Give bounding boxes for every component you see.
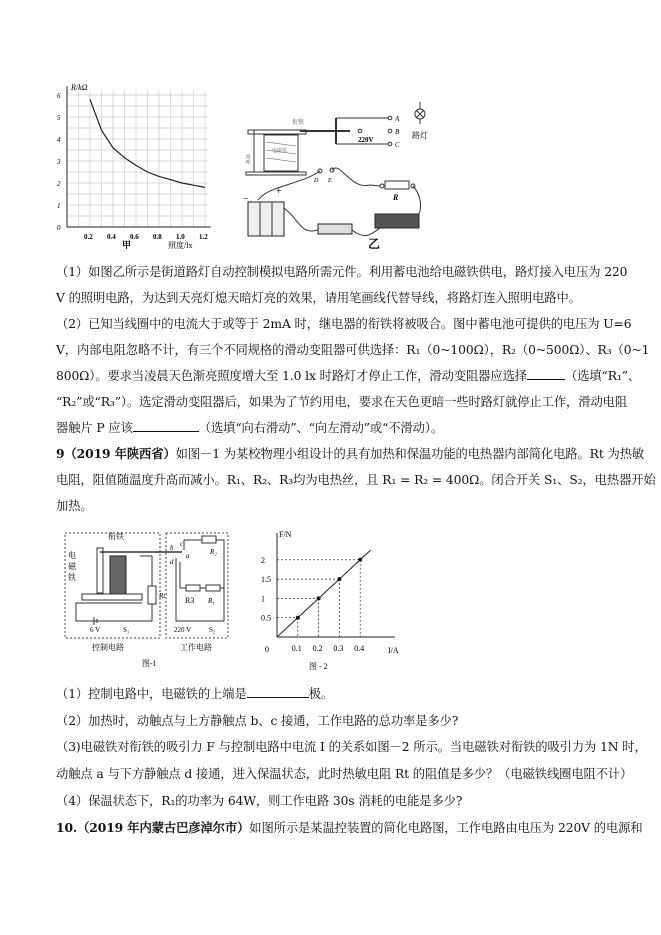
spring-label: 弹簧 [244,154,249,165]
terminal-a: A [395,115,400,123]
text: （选填“R₁”、 [564,369,641,383]
y-tick-label: 0 [57,224,61,232]
text: （1）控制电路中，电磁铁的上端是 [56,687,247,701]
y-tick-label: 2 [261,555,265,565]
y-tick-label: 1.5 [261,575,271,585]
figure-caption: 图 - 2 [309,662,328,671]
voltage-label: 220V [358,136,374,144]
x-tick-label: 0.2 [84,233,93,241]
voltage-6v-label: 6 V [90,626,101,634]
data-point [296,616,300,620]
terminal-c: C [395,141,400,149]
contact-b: b [170,544,174,552]
switch-icon [318,224,352,234]
origin-label: 0 [265,645,269,654]
x-tick-label: 0.8 [153,233,162,241]
armature-label: 衔铁 [108,532,124,541]
x-tick-label: 0.6 [130,233,139,241]
y-tick-label: 0.5 [261,613,271,623]
x-axis-label: 照度/lx [168,241,193,250]
rheostat-icon [375,214,419,228]
q8-line: “R₂”或“R₃”）。选定滑动变阻器后，如果为了节约用电，要求在天色更暗一些时路灯就停止工作，滑动电阻 [56,395,628,409]
lamp-label: 路灯 [412,131,428,140]
text: （选填“向右滑动”、“向左滑动”或“不滑动）。 [198,421,444,435]
text: 800Ω）。要求当凌晨天色渐亮照度增大至 1.0 lx 时路灯才停止工作，滑动变阻器应选择 [56,369,527,383]
electromagnet-label: 电磁铁 [272,149,288,154]
y-tick-label: 1 [261,594,265,604]
q8-line [56,366,640,384]
text: 如图所示是某温控装置的简化电路图，工作电路由电压为 220V 的电源和 [249,821,643,835]
y-tick-label: 3 [57,158,61,166]
q8-line: V 的照明电路，为达到天亮灯熄天暗灯亮的效果，请用笔画线代替导线，将路灯连入照明电路中。 [56,291,581,305]
terminal-d: D [314,178,319,184]
question-number: 9（2019 年陕西省） [56,446,176,461]
contact-a: a [186,552,190,560]
armature-label: 衔铁 [292,120,305,126]
q9-sub-2: （2）加热时，动触点与上方静触点 b、c 接通，工作电路的总功率是多少? [56,714,459,728]
figure-yi-circuit [240,90,435,250]
q9-sub-3-cont: 动触点 a 与下方静触点 d 接通，进入保温状态，此时热敏电阻 Rt 的阻值是多少？（电磁铁线圈电阻不计） [56,767,633,781]
force-current-line [277,550,371,637]
x-tick-label: 1.2 [199,233,208,241]
r3-label: R3 [185,596,195,605]
q10-line [56,818,643,836]
y-tick-label: 6 [57,92,61,100]
control-circuit-label: 控制电路 [92,643,124,652]
q9-line [56,444,644,462]
resistor-label: R [393,193,399,202]
question-number: 10.（2019 年内蒙古巴彦淖尔市） [56,820,250,835]
q9-sub-1 [56,684,333,702]
text: 器触片 P 应该 [56,421,133,435]
plus-sign: + [276,186,282,197]
x-tick-label: 0.1 [291,644,302,653]
q8-line: （2）已知当线圈中的电流大于或等于 2mA 时，继电器的衔铁将被吸合。图中蓄电池可提供的电压为 U=6 [56,317,632,331]
x-tick-label: 1.0 [176,233,185,241]
q9-sub-3: （3)电磁铁对衔铁的吸引力 F 与控制电路中电流 I 的关系如图－2 所示。当电磁铁对衔铁的吸引力为 1N 时， [56,740,647,754]
electromagnet-label: 铁 [68,573,76,582]
text: 如图－1 为某校物理小组设计的具有加热和保温功能的电热器内部简化电路。Rt 为热敏 [175,447,645,461]
terminal-b: B [395,128,400,136]
switch-s1-label: S₁ [123,626,130,634]
answer-blank[interactable] [133,420,199,432]
y-axis-label: R/kΩ [71,83,88,92]
answer-blank[interactable] [527,368,565,380]
q9-line: 电阻，阻值随温度升高而减小。R₁、R₂、R₃均为电热丝，且 R₁ = R₂ = 400Ω。闭合开关 S₁、S₂，电热器开始 [56,473,656,487]
figure-2-force-current-chart [255,525,405,673]
text: 极。 [308,687,334,701]
q9-line: 加热。 [56,499,93,513]
work-circuit-label: 工作电路 [180,643,212,652]
street-lamp-icon [415,102,425,124]
answer-blank[interactable] [247,686,309,698]
q8-line [56,418,443,436]
r1-label: R₁ [208,597,215,605]
y-tick-label: 4 [57,136,61,144]
x-tick-label: 0.2 [312,644,323,653]
battery-icon [248,202,284,236]
figure-jia-resistance-chart [50,82,230,254]
y-axis-label: F/N [279,530,292,539]
electromagnet-coil-icon [110,556,126,594]
rt-label: Rt [159,592,166,600]
figure-caption: 图-1 [142,659,157,668]
data-point [337,577,341,581]
figure-caption: 乙 [368,237,381,250]
x-tick-label: 0.4 [107,233,116,241]
electromagnet-label: 磁 [68,562,76,571]
y-tick-label: 1 [57,202,61,210]
data-point [358,558,362,562]
q8-line: V，内部电阻忽略不计，有三个不同规格的滑动变阻器可供选择：R₁（0~100Ω），R₂（0~500Ω）、R₃（0~1 [56,343,650,357]
minus-sign: − [243,194,249,205]
r2-label: R₂ [210,548,217,556]
x-axis-label: I/A [388,646,399,655]
figure-1-circuit [62,528,232,676]
figure-caption: 甲 [122,240,132,250]
x-tick-label: 0.4 [354,644,365,653]
y-tick-label: 5 [57,114,61,122]
q8-line: （1）如图乙所示是街道路灯自动控制模拟电路所需元件。利用蓄电池给电磁铁供电，路灯接入电压为 220 [56,265,628,279]
voltage-220v-label: 220 V [174,626,192,634]
contact-c: c [180,540,184,548]
electromagnet-label: 电 [68,551,76,560]
data-point [317,596,321,600]
contact-d: d [170,558,174,566]
switch-s2-label: S₂ [209,626,216,634]
y-tick-label: 2 [57,180,61,188]
terminal-e: E [328,178,332,184]
x-tick-label: 0.3 [333,644,344,653]
q9-sub-4: （4）保温状态下，R₁的功率为 64W，则工作电路 30s 消耗的电能是多少? [56,794,463,808]
